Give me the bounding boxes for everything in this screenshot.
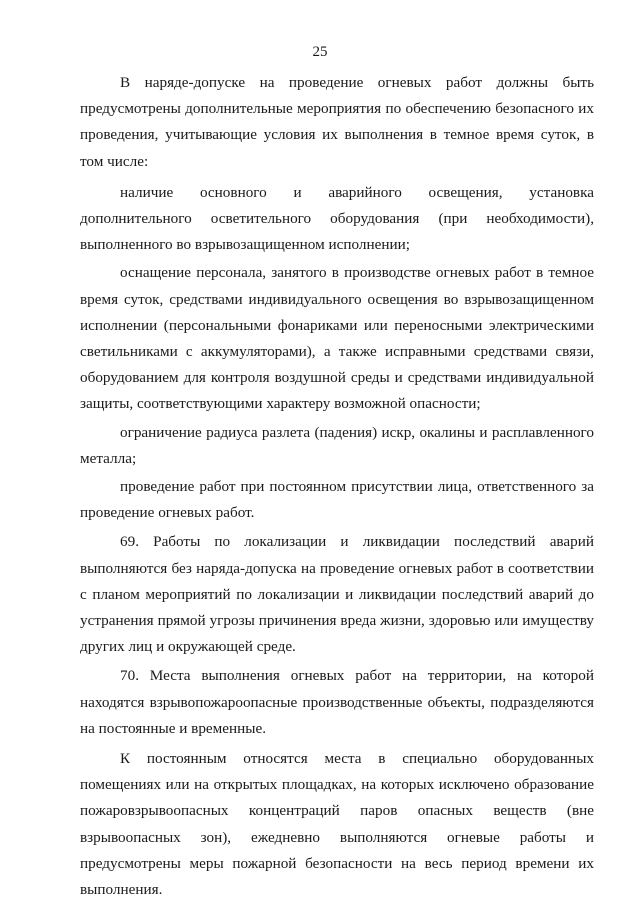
paragraph-work-permit-measures: В наряде-допуске на проведение огневых работ должны быть предусмотрены дополнительные мероприятия по обеспечению безопасного их проведения, учитывающие условия их выполнения в темное время суток, в том числе: — [80, 74, 594, 170]
paragraph-permanent-places: К постоянным относятся места в специально оборудованных помещениях или на открытых площадках, на которых исключено образование пожаровзрывоопасных концентраций паров опасных веществ (вне взрывоопасных зон), ежедневно выполняются огневые работы и предусмотрены меры пожарной безопасности на весь период времени их выполнения. — [80, 750, 594, 899]
page-number: 25 — [312, 44, 328, 60]
document-body — [80, 70, 594, 903]
paragraph-item-70: 70. Места выполнения огневых работ на территории, на которой находятся взрывопожароопасные производственные объекты, подразделяются на постоянные и временные. — [80, 667, 594, 737]
paragraph-personnel-equipment: оснащение персонала, занятого в производстве огневых работ в темное время суток, средствами индивидуального освещения во взрывозащищенном исполнении (персональными фонариками или переносными электрическими светильниками с аккумуляторами), а также исправными средствами связи, оборудованием для контроля воздушной среды и средствами индивидуальной защиты, соответствующими характеру возможной опасности; — [80, 264, 594, 413]
paragraph-item-69: 69. Работы по локализации и ликвидации последствий аварий выполняются без наряда-допуска на проведение огневых работ в соответствии с планом мероприятий по локализации и ликвидации последствий аварий до устранения прямой угрозы причинения вреда жизни, здоровью или имуществу других лиц и окружающей среде. — [80, 533, 594, 656]
paragraph-spark-radius: ограничение радиуса разлета (падения) искр, окалины и расплавленного металла; — [80, 423, 594, 467]
paragraph-responsible-person: проведение работ при постоянном присутствии лица, ответственного за проведение огневых работ. — [80, 478, 594, 522]
paragraph-lighting: наличие основного и аварийного освещения, установка дополнительного осветительного оборудования (при необходимости), выполненного во взрывозащищенном исполнении; — [80, 183, 594, 254]
